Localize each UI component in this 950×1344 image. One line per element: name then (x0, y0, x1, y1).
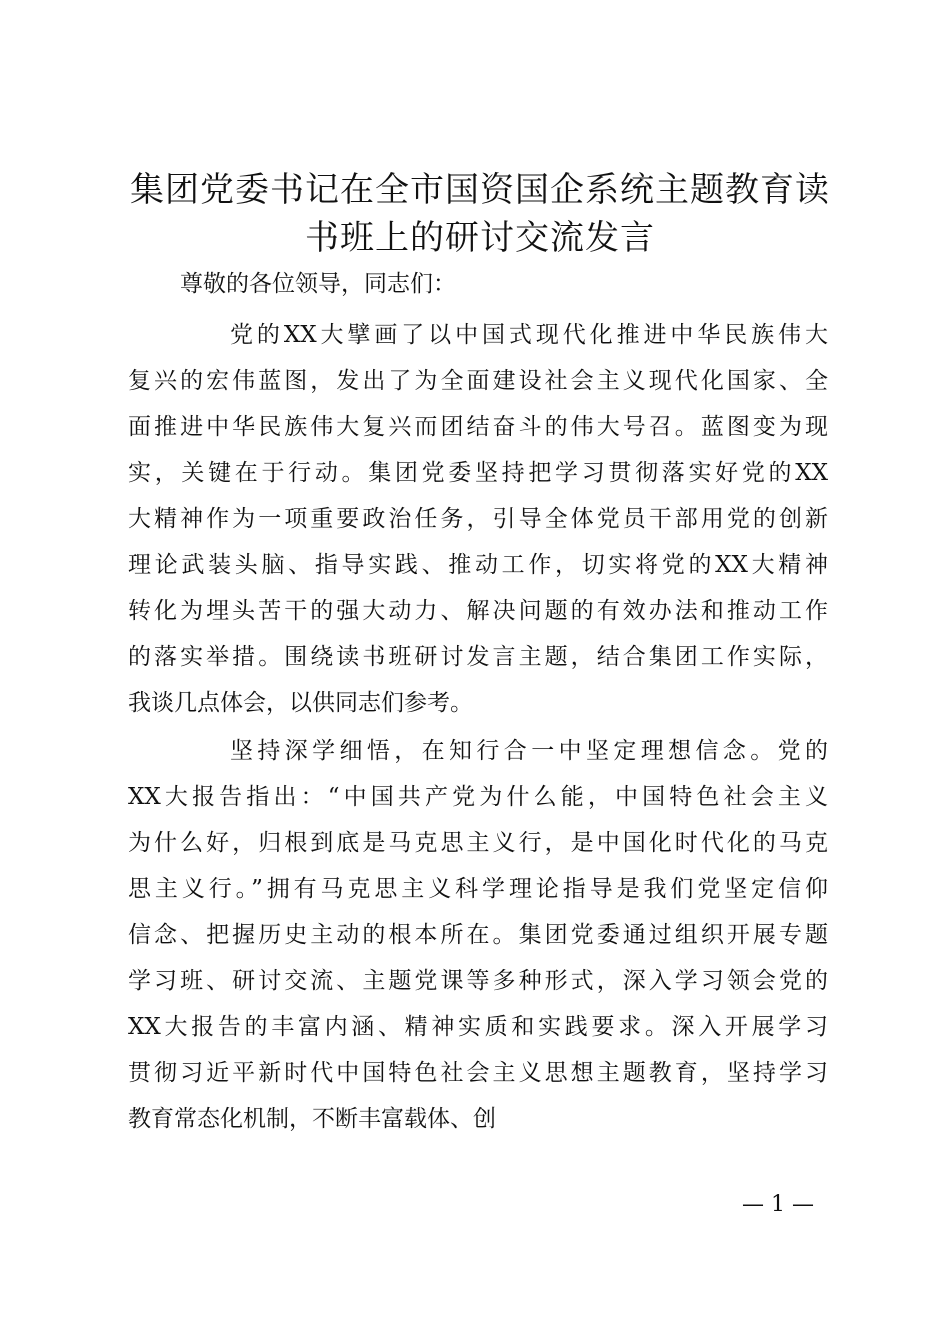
paragraph-line: 实，关键在于行动。集团党委坚持把学习贯彻落实好党的XX (128, 460, 828, 486)
paragraph-line: 坚持深学细悟，在知行合一中坚定理想信念。党的 (230, 738, 828, 764)
paragraph-line: 党的XX大擘画了以中国式现代化推进中华民族伟大 (230, 322, 828, 348)
paragraph-line: 学习班、研讨交流、主题党课等多种形式，深入学习领会党的 (128, 968, 828, 994)
paragraph-line: 的落实举措。围绕读书班研讨发言主题，结合集团工作实际， (128, 644, 828, 670)
paragraph-line: 贯彻习近平新时代中国特色社会主义思想主题教育，坚持学习 (128, 1060, 828, 1086)
paragraph-line: XX大报告指出：“中国共产党为什么能，中国特色社会主义 (128, 784, 828, 810)
paragraph-line: 信念、把握历史主动的根本所在。集团党委通过组织开展专题 (128, 922, 828, 948)
paragraph-line: 教育常态化机制，不断丰富载体、创 (128, 1106, 496, 1132)
paragraph-line: 思主义行。”拥有马克思主义科学理论指导是我们党坚定信仰 (128, 876, 828, 902)
paragraph-line: 大精神作为一项重要政治任务，引导全体党员干部用党的创新 (128, 506, 828, 532)
body-paragraph-2 (128, 728, 828, 1142)
paragraph-line: 为什么好，归根到底是马克思主义行，是中国化时代化的马克 (128, 830, 828, 856)
title-line: 书班上的研讨交流发言 (305, 218, 655, 258)
salutation: 尊敬的各位领导，同志们： (180, 271, 456, 297)
document-title (100, 166, 860, 262)
paragraph-line: 理论武装头脑、指导实践、推动工作，切实将党的XX大精神 (128, 552, 828, 578)
paragraph-line: 我谈几点体会，以供同志们参考。 (128, 690, 473, 716)
paragraph-line: XX大报告的丰富内涵、精神实质和实践要求。深入开展学习 (128, 1014, 828, 1040)
body-paragraph-1 (128, 312, 828, 726)
paragraph-line: 复兴的宏伟蓝图，发出了为全面建设社会主义现代化国家、全 (128, 368, 828, 394)
paragraph-line: 面推进中华民族伟大复兴而团结奋斗的伟大号召。蓝图变为现 (128, 414, 828, 440)
page-number: — 1 — (742, 1192, 814, 1217)
title-line: 集团党委书记在全市国资国企系统主题教育读 (130, 170, 830, 210)
paragraph-line: 转化为埋头苦干的强大动力、解决问题的有效办法和推动工作 (128, 598, 828, 624)
